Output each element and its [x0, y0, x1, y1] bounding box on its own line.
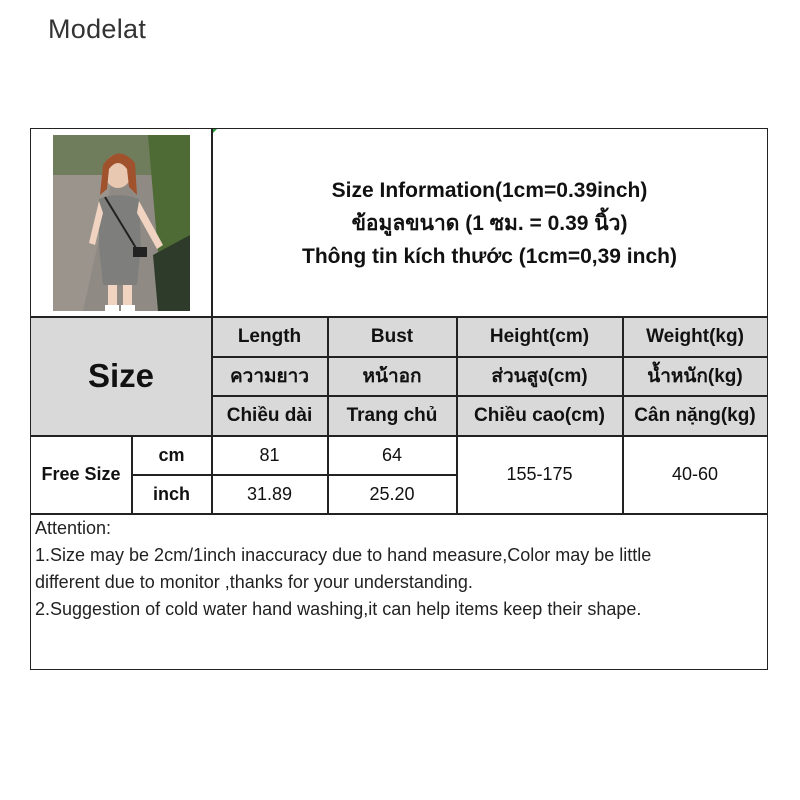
- weight-value: 40-60: [671, 464, 719, 484]
- divider: [211, 129, 213, 513]
- col-weight-vi: Cân nặng(kg): [634, 404, 756, 426]
- attention-title: Attention:: [35, 518, 112, 538]
- free-size-label: Free Size: [41, 464, 121, 484]
- col-bust-th: หน้าอก: [362, 366, 422, 387]
- info-line-vietnamese: Thông tin kích thước (1cm=0,39 inch): [302, 244, 677, 268]
- attention-line-1: 1.Size may be 2cm/1inch inaccuracy due to hand measure,Color may be little: [35, 545, 652, 565]
- info-line-thai: ข้อมูลขนาด (1 ซม. = 0.39 นิ้ว): [351, 211, 628, 235]
- length-inch-value: 31.89: [246, 483, 293, 504]
- size-label-cell: [31, 317, 211, 435]
- brand-name: Modelat: [48, 14, 147, 44]
- divider: [131, 436, 133, 513]
- length-cm-value: 81: [259, 444, 280, 465]
- col-length-en: Length: [237, 325, 302, 347]
- size-label: Size: [87, 357, 155, 394]
- divider: [131, 474, 457, 476]
- size-chart: [30, 128, 768, 670]
- divider: [211, 356, 767, 358]
- col-weight-th: น้ำหนัก(kg): [647, 366, 743, 387]
- divider: [211, 395, 767, 397]
- unit-inch: inch: [152, 483, 190, 504]
- divider: [31, 435, 767, 437]
- info-line-english: Size Information(1cm=0.39inch): [331, 178, 648, 202]
- model-photo: [53, 135, 190, 311]
- height-value: 155-175: [506, 464, 573, 484]
- size-information-header: [212, 129, 767, 317]
- divider: [327, 317, 329, 513]
- col-height-vi: Chiều cao(cm): [474, 404, 605, 426]
- bust-inch-value: 25.20: [369, 483, 415, 504]
- col-length-th: ความยาว: [229, 366, 310, 387]
- attention-line-2: different due to monitor ,thanks for your understanding.: [35, 572, 473, 592]
- attention-notes: [35, 515, 763, 623]
- bust-cm-value: 64: [381, 444, 403, 465]
- attention-line-3: 2.Suggestion of cold water hand washing,it can help items keep their shape.: [35, 599, 642, 619]
- col-height-en: Height(cm): [489, 325, 590, 347]
- col-weight-en: Weight(kg): [646, 325, 744, 347]
- unit-cm: cm: [158, 444, 185, 465]
- divider: [622, 317, 624, 513]
- col-height-th: ส่วนสูง(cm): [491, 366, 588, 387]
- divider: [31, 316, 767, 318]
- col-bust-vi: Trang chủ: [346, 404, 438, 426]
- divider: [456, 317, 458, 513]
- col-bust-en: Bust: [370, 325, 414, 347]
- col-length-vi: Chiều dài: [226, 404, 313, 426]
